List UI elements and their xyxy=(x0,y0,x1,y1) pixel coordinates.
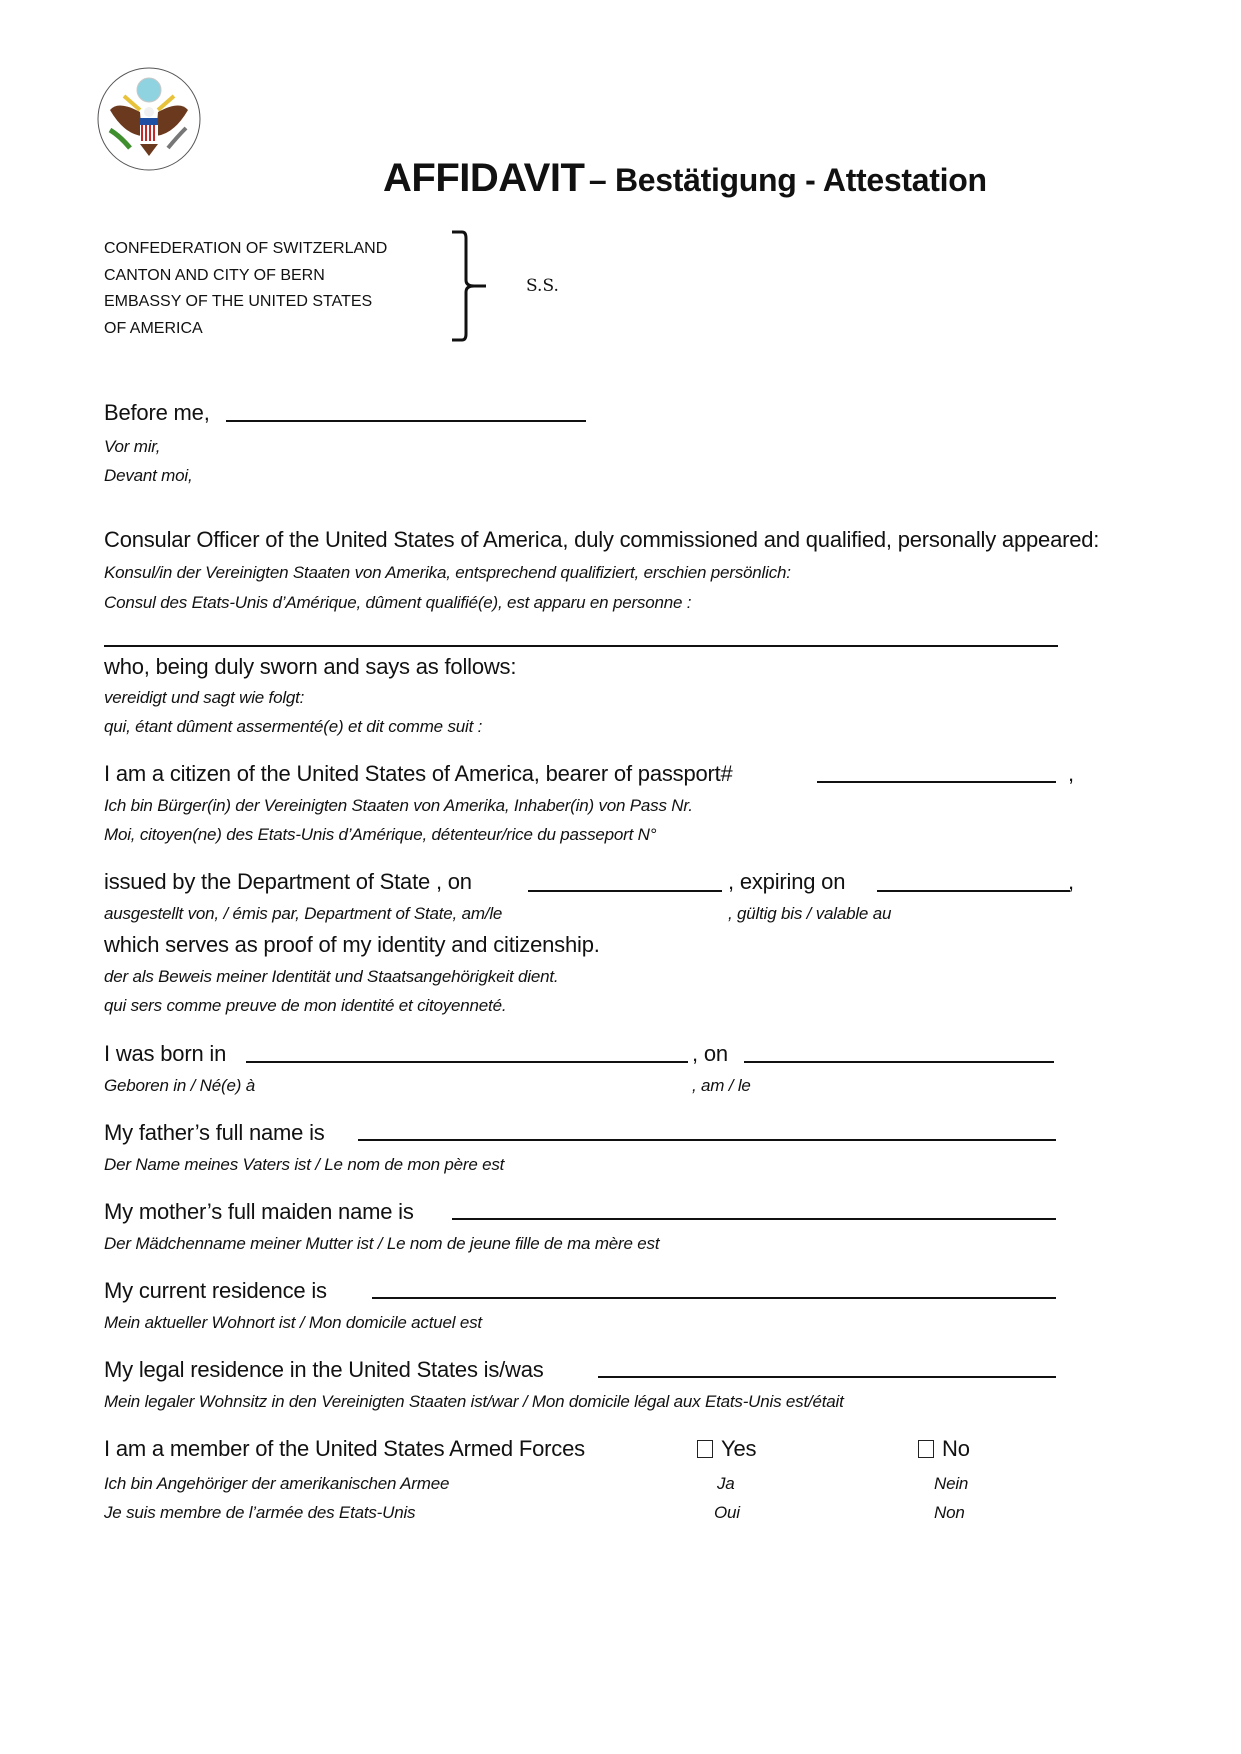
proof-fr: qui sers comme preuve de mon identité et citoyenneté. xyxy=(104,996,507,1015)
no-fr: Non xyxy=(934,1503,965,1522)
current-residence-sub: Mein aktueller Wohnort ist / Mon domicile actuel est xyxy=(104,1313,482,1332)
no-checkbox[interactable] xyxy=(918,1440,934,1458)
appearer-name-field[interactable] xyxy=(104,645,1058,647)
issue-date-field[interactable] xyxy=(528,890,722,892)
armed-forces-fr: Je suis membre de l’armée des Etats-Unis xyxy=(104,1503,416,1522)
father-name-field[interactable] xyxy=(358,1139,1056,1141)
armed-forces-en: I am a member of the United States Armed Forces xyxy=(104,1436,585,1461)
venue-block xyxy=(104,236,387,342)
document-title xyxy=(383,156,987,201)
legal-residence-en: My legal residence in the United States is/was xyxy=(104,1357,544,1382)
born-sub-right: , am / le xyxy=(692,1076,751,1095)
issued-en: issued by the Department of State , on xyxy=(104,869,472,894)
citizen-en: I am a citizen of the United States of America, bearer of passport# xyxy=(104,761,733,786)
issued-comma: , xyxy=(1068,869,1074,894)
born-en: I was born in xyxy=(104,1041,227,1066)
no-label: No xyxy=(942,1436,970,1461)
mother-name-field[interactable] xyxy=(452,1218,1056,1220)
born-sub-left: Geboren in / Né(e) à xyxy=(104,1076,255,1095)
us-great-seal-icon xyxy=(96,66,202,172)
no-de: Nein xyxy=(934,1474,969,1493)
father-sub: Der Name meines Vaters ist / Le nom de mon père est xyxy=(104,1155,505,1174)
before-me-fr: Devant moi, xyxy=(104,466,193,485)
yes-label: Yes xyxy=(721,1436,757,1461)
mother-sub: Der Mädchenname meiner Mutter ist / Le nom de jeune fille de ma mère est xyxy=(104,1234,660,1253)
sworn-en: who, being duly sworn and says as follows: xyxy=(104,654,517,679)
venue-line: EMBASSY OF THE UNITED STATES xyxy=(104,293,373,310)
title-main: AFFIDAVIT xyxy=(383,156,585,200)
yes-fr: Oui xyxy=(714,1503,740,1522)
citizen-de: Ich bin Bürger(in) der Vereinigten Staaten von Amerika, Inhaber(in) von Pass Nr. xyxy=(104,796,693,815)
mother-en: My mother’s full maiden name is xyxy=(104,1199,414,1224)
ss-label: S.S. xyxy=(526,276,559,296)
consular-de: Konsul/in der Vereinigten Staaten von Amerika, entsprechend qualifiziert, erschien persönlich: xyxy=(104,563,791,582)
title-rest: – Bestätigung - Attestation xyxy=(588,162,987,198)
officer-name-field[interactable] xyxy=(226,420,586,422)
proof-en: which serves as proof of my identity and citizenship. xyxy=(104,932,600,957)
before-me-de: Vor mir, xyxy=(104,437,161,456)
birthplace-field[interactable] xyxy=(246,1061,688,1063)
legal-residence-field[interactable] xyxy=(598,1376,1056,1378)
current-residence-field[interactable] xyxy=(372,1297,1056,1299)
issued-sub-left: ausgestellt von, / émis par, Department of State, am/le xyxy=(104,904,503,923)
citizen-fr: Moi, citoyen(ne) des Etats-Unis d’Amérique, détenteur/rice du passeport N° xyxy=(104,825,657,844)
sworn-de: vereidigt und sagt wie folgt: xyxy=(104,688,305,707)
expiring-label: , expiring on xyxy=(728,869,846,894)
current-residence-en: My current residence is xyxy=(104,1278,327,1303)
armed-forces-yes-option[interactable] xyxy=(697,1436,756,1462)
born-on-label: , on xyxy=(692,1041,728,1066)
yes-de: Ja xyxy=(717,1474,735,1493)
curly-brace-icon xyxy=(448,228,492,344)
sworn-fr: qui, étant dûment assermenté(e) et dit comme suit : xyxy=(104,717,483,736)
yes-checkbox[interactable] xyxy=(697,1440,713,1458)
passport-number-field[interactable] xyxy=(817,781,1056,783)
issued-sub-right: , gültig bis / valable au xyxy=(728,904,892,923)
consular-fr: Consul des Etats-Unis d’Amérique, dûment qualifié(e), est apparu en personne : xyxy=(104,593,692,612)
venue-line: OF AMERICA xyxy=(104,319,203,337)
armed-forces-de: Ich bin Angehöriger der amerikanischen Armee xyxy=(104,1474,450,1493)
birth-date-field[interactable] xyxy=(744,1061,1054,1063)
armed-forces-no-option[interactable] xyxy=(918,1436,970,1462)
citizen-comma: , xyxy=(1068,761,1074,786)
before-me-label: Before me, xyxy=(104,400,210,425)
consular-en: Consular Officer of the United States of America, duly commissioned and qualified, personally appeared: xyxy=(104,527,1100,552)
expiry-date-field[interactable] xyxy=(877,890,1070,892)
father-en: My father’s full name is xyxy=(104,1120,325,1145)
proof-de: der als Beweis meiner Identität und Staatsangehörigkeit dient. xyxy=(104,967,559,986)
legal-residence-sub: Mein legaler Wohnsitz in den Vereinigten Staaten ist/war / Mon domicile légal aux Etats-Unis est/était xyxy=(104,1392,844,1411)
venue-line: CONFEDERATION OF SWITZERLAND xyxy=(104,240,388,257)
venue-line: CANTON AND CITY OF BERN xyxy=(104,266,325,284)
